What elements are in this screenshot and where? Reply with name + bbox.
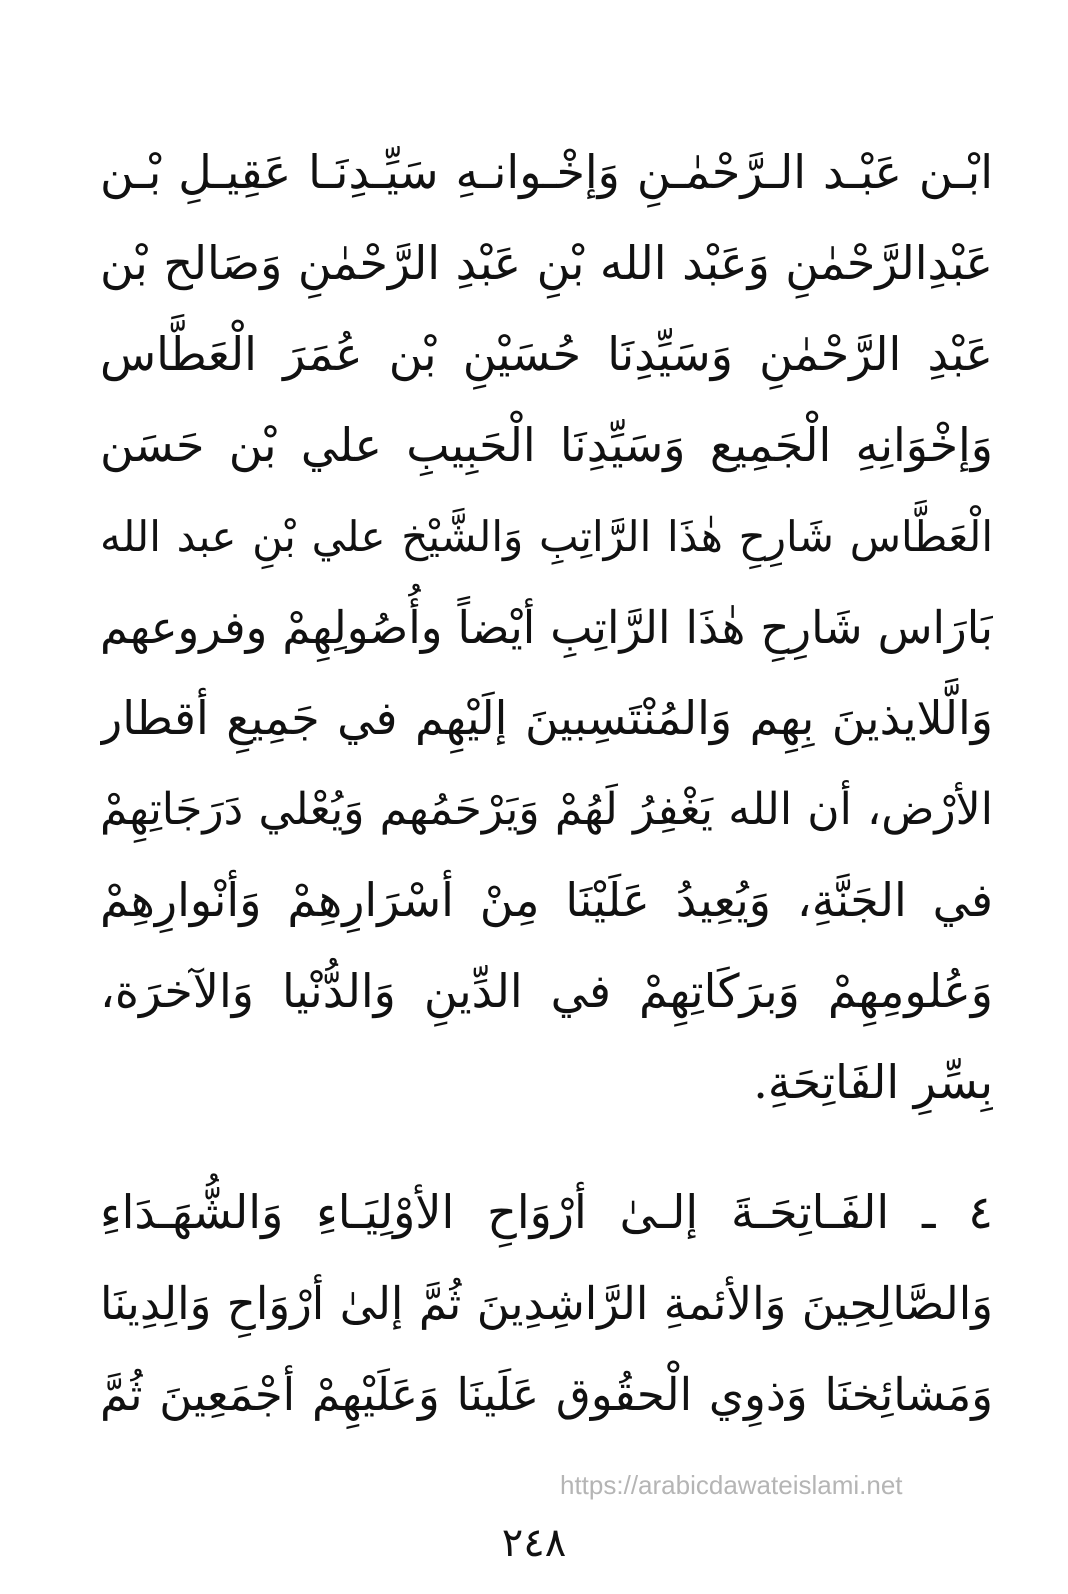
text-line: وَالصَّالِحِينَ وَالأئمةِ الرَّاشِدِينَ ثُمَّ إلىٰ أرْوَاحِ وَالِدِينَا xyxy=(100,1277,993,1330)
paragraph-continuation xyxy=(100,127,993,1128)
text-line: وَمَشائِخنَا وَذوِي الْحقُوق عَلَينَا وَعَلَيْهِمْ أجْمَعِينَ ثُمَّ xyxy=(100,1368,993,1421)
text-line: وَعُلومِهِمْ وَبرَكَاتِهِمْ في الدِّينِ وَالدُّنْيا وَالآخرَة، xyxy=(100,964,993,1018)
paragraph-item-4 xyxy=(100,1167,993,1440)
text-line: عَبْدِ الرَّحْمٰنِ وَسَيِّدِنَا حُسَيْنِ بْن عُمَرَ الْعَطَّاس xyxy=(100,327,993,381)
page-number: ٢٤٨ xyxy=(501,1520,567,1566)
text-line: في الجَنَّةِ، وَيُعِيدُ عَلَيْنَا مِنْ أسْرَارِهِمْ وَأنْوارِهِمْ xyxy=(100,873,993,927)
text-line: وَالَّلايذينَ بِهِم وَالمُنْتَسِبينَ إلَيْهِم في جَمِيعِ أقطار xyxy=(100,691,993,745)
text-line: بَارَاس شَارِحِ هٰذَا الرَّاتِبِ أيْضاً وأُصُولِهِمْ وفروعهم xyxy=(100,601,993,654)
text-line: بِسِّرِ الفَاتِحَةِ. xyxy=(753,1055,993,1109)
text-line: الْعَطَّاس شَارِحِ هٰذَا الرَّاتِبِ وَالشَّيْخ علي بْنِ عبد الله xyxy=(100,512,993,561)
text-line: ٤ ـ الفَـاتِحَـةَ إلـىٰ أرْوَاحِ الأوْلِيَـاءِ وَالشُّهَـدَاءِ xyxy=(100,1185,993,1239)
text-line: الأرْض، أن الله يَغْفِرُ لَهُمْ وَيَرْحَمُهم وَيُعْلي دَرَجَاتِهِمْ xyxy=(100,784,993,835)
text-line: وَإخْوَانِهِ الْجَمِيع وَسَيِّدِنَا الْحَبِيبِ علي بْن حَسَن xyxy=(100,418,993,472)
watermark-url: https://arabicdawateislami.net xyxy=(560,1470,903,1500)
text-line: ابْـن عَبْـد الـرَّحْمٰـنِ وَإخْـوانـهِ سَيِّـدِنَـا عَقِيـلِ بْـن xyxy=(100,145,993,199)
text-line: عَبْدِالرَّحْمٰنِ وَعَبْد الله بْنِ عَبْدِ الرَّحْمٰنِ وَصَالح بْن xyxy=(100,236,993,290)
